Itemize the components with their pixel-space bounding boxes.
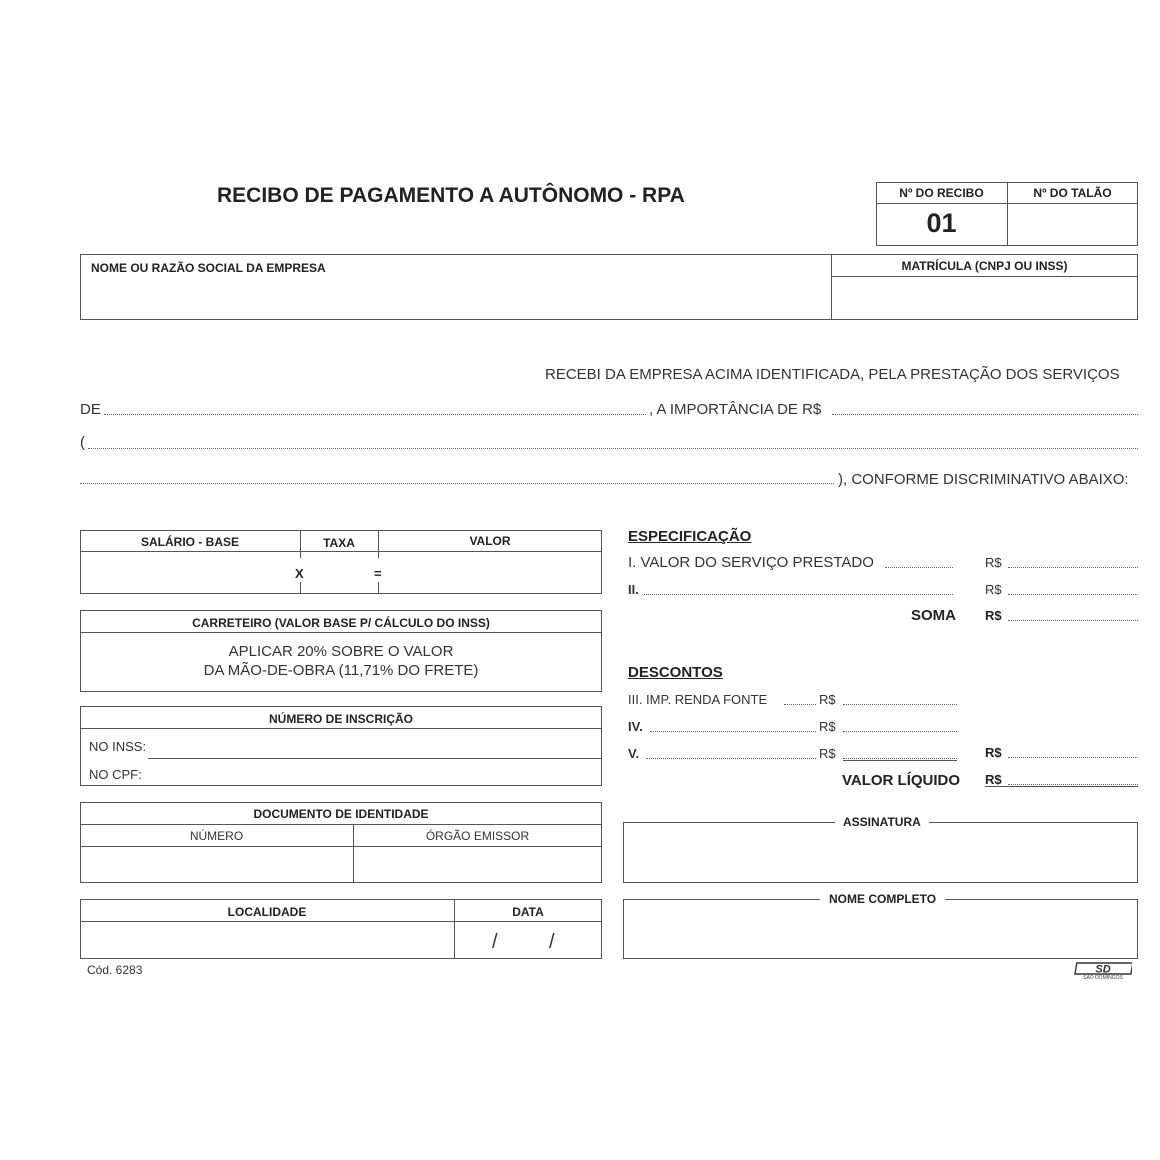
equals-sign: = <box>374 566 382 581</box>
statement-importancia: , A IMPORTÂNCIA DE R$ <box>649 401 822 418</box>
amount-in-words-line[interactable] <box>88 448 1138 449</box>
documento-numero-label: NÚMERO <box>189 829 244 843</box>
soma-value-line[interactable] <box>1008 620 1138 621</box>
inss-label: NO INSS: <box>89 739 147 754</box>
espec-item-1: I. VALOR DO SERVIÇO PRESTADO <box>628 554 874 571</box>
desc-item-3-currency: R$ <box>819 692 836 707</box>
brand-logo-mark <box>1074 962 1132 980</box>
amount-in-words-line-2[interactable] <box>80 483 834 484</box>
desc-item-3: III. IMP. RENDA FONTE <box>628 692 768 707</box>
espec-item-2-line[interactable] <box>644 594 953 595</box>
desc-item-3-value-line[interactable] <box>843 704 957 705</box>
valor-header: VALOR <box>469 534 511 548</box>
matricula-label: MATRÍCULA (CNPJ OU INSS) <box>901 259 1068 273</box>
carreteiro-line-2: DA MÃO-DE-OBRA (11,71% DO FRETE) <box>203 662 479 679</box>
valor-liquido-value-line[interactable] <box>1008 784 1138 785</box>
date-slash-1: / <box>492 931 498 953</box>
valor-liquido-label: VALOR LÍQUIDO <box>842 772 961 789</box>
receipt-number-label: Nº DO RECIBO <box>899 186 984 200</box>
nome-completo-box[interactable] <box>623 899 1138 959</box>
desc-item-4: IV. <box>628 719 643 734</box>
carreteiro-header: CARRETEIRO (VALOR BASE P/ CÁLCULO DO INSS) <box>192 616 490 630</box>
soma-label: SOMA <box>911 607 956 624</box>
salary-base-header: SALÁRIO - BASE <box>140 535 239 549</box>
form-code: Cód. 6283 <box>87 963 143 977</box>
assinatura-box[interactable] <box>623 822 1138 883</box>
statement-open-paren: ( <box>80 434 85 451</box>
documento-orgao-label: ÓRGÃO EMISSOR <box>425 829 530 843</box>
localidade-label: LOCALIDADE <box>227 905 307 919</box>
company-name-label: NOME OU RAZÃO SOCIAL DA EMPRESA <box>91 261 326 275</box>
desc-item-5-currency: R$ <box>819 746 836 761</box>
valor-liquido-currency: R$ <box>985 772 1002 787</box>
desc-total-currency: R$ <box>985 745 1002 760</box>
statement-conforme: ), CONFORME DISCRIMINATIVO ABAIXO: <box>838 471 1129 488</box>
data-label: DATA <box>512 905 544 919</box>
cpf-label: NO CPF: <box>89 767 142 782</box>
espec-item-1-value-line[interactable] <box>1008 567 1138 568</box>
amount-line[interactable] <box>832 414 1138 415</box>
desc-item-5: V. <box>628 746 640 761</box>
carreteiro-line-1: APLICAR 20% SOBRE O VALOR <box>228 643 454 660</box>
date-slash-2: / <box>549 931 555 953</box>
desc-item-5-value-line[interactable] <box>843 758 957 759</box>
statement-line-1: RECEBI DA EMPRESA ACIMA IDENTIFICADA, PELA PRESTAÇÃO DOS SERVIÇOS <box>545 366 1120 383</box>
brand-logo-sub: SÃO DOMINGOS <box>1083 975 1123 980</box>
brand-logo-text: SD <box>1095 963 1111 976</box>
espec-item-2: II. <box>628 582 639 597</box>
assinatura-label: ASSINATURA <box>835 815 929 829</box>
soma-currency: R$ <box>985 608 1002 623</box>
desc-item-3-line[interactable] <box>784 704 816 705</box>
desc-total-value-line[interactable] <box>1008 757 1138 758</box>
desc-item-4-value-line[interactable] <box>843 731 957 732</box>
brand-logo <box>1074 962 1132 980</box>
taxa-header: TAXA <box>323 536 355 550</box>
espec-item-2-currency: R$ <box>985 582 1002 597</box>
espec-item-1-currency: R$ <box>985 555 1002 570</box>
espec-item-1-line[interactable] <box>885 567 953 568</box>
times-sign: X <box>295 566 304 581</box>
inscricao-header: NÚMERO DE INSCRIÇÃO <box>268 712 413 726</box>
statement-de: DE <box>80 401 101 418</box>
documento-header: DOCUMENTO DE IDENTIDADE <box>253 807 429 821</box>
especificacao-heading: ESPECIFICAÇÃO <box>628 528 752 545</box>
desc-item-5-line[interactable] <box>646 758 816 759</box>
service-description-line[interactable] <box>104 414 646 415</box>
nome-completo-label: NOME COMPLETO <box>820 892 945 906</box>
desc-item-4-line[interactable] <box>650 731 816 732</box>
page-title: RECIBO DE PAGAMENTO A AUTÔNOMO - RPA <box>217 184 685 207</box>
espec-item-2-value-line[interactable] <box>1008 594 1138 595</box>
desc-item-4-currency: R$ <box>819 719 836 734</box>
talao-number-label: Nº DO TALÃO <box>1033 186 1112 200</box>
receipt-number-value: 01 <box>926 208 957 238</box>
descontos-heading: DESCONTOS <box>628 664 723 681</box>
